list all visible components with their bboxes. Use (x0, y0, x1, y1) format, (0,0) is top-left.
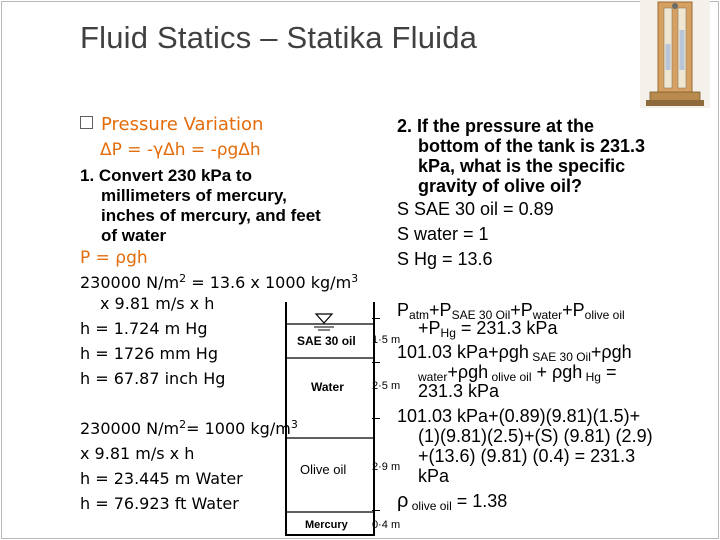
layer-label-olive-oil: Olive oil (300, 462, 347, 477)
dim-label-4: 0·4 m (372, 519, 401, 531)
h-result-1: h = 1.724 m Hg (80, 319, 208, 338)
eq4-hg-sub: Hg (582, 370, 601, 384)
slide-title: Fluid Statics – Statika Fluida (80, 20, 478, 55)
manometer-photo (640, 0, 710, 108)
calc1-part-b: = 13.6 x 1000 kg/m (186, 273, 352, 292)
rho-gh-line1 (397, 342, 632, 363)
q1-line4: of water (101, 226, 167, 245)
numeric-line1: 101.03 kPa+(0.89)(9.81)(1.5)+ (397, 406, 641, 426)
calc1-part-a: 230000 N/m (80, 273, 180, 292)
layer-label-water: Water (311, 380, 344, 394)
eq4-b: + ρgh (531, 362, 583, 382)
eq2-plus: +P (418, 318, 441, 338)
dim-label-3: 2·9 m (372, 461, 401, 473)
calc1-sup1: 2 (179, 272, 187, 285)
eq-atm-sub: atm (409, 308, 430, 322)
calc1-line1 (80, 273, 358, 292)
eq3-b: +ρgh (590, 342, 632, 362)
calc2-sup1: 2 (179, 418, 187, 431)
q1-line3: inches of mercury, and feet (101, 206, 321, 225)
free-surface-triangle-icon (316, 314, 332, 323)
eq-plus1: +P (429, 300, 452, 320)
dim-tick-2 (372, 362, 380, 363)
calc1-sup2: 3 (351, 272, 359, 285)
calc2-line2: x 9.81 m/s x h (80, 444, 195, 463)
bullet-row (80, 114, 263, 135)
q2-line1: 2. If the pressure at the (397, 116, 595, 136)
eq-plus3: +P (562, 300, 585, 320)
eq-olive-sub: olive oil (584, 308, 625, 322)
layer-label-mercury: Mercury (305, 519, 348, 531)
eq-water-sub: water (532, 308, 563, 322)
h-result-3: h = 67.87 inch Hg (80, 369, 226, 388)
s-sae-oil: S SAE 30 oil = 0.89 (397, 199, 554, 219)
res-sub: olive oil (408, 499, 452, 513)
eq4-water-sub: water (418, 370, 448, 384)
eq-p: P (397, 300, 410, 320)
eq2-hg-sub: Hg (440, 326, 456, 340)
dim-label-1: 1·5 m (372, 334, 401, 346)
q1-line1: 1. Convert 230 kPa to (80, 166, 252, 185)
eq4-a: +ρgh (447, 362, 489, 382)
eq-plus2: +P (510, 300, 533, 320)
h-result-4: h = 23.445 m Water (80, 469, 243, 488)
calc2-part-a: 230000 N/m (80, 419, 180, 438)
q1-line2: millimeters of mercury, (101, 186, 287, 205)
pressure-formula: ΔP = -γΔh = -ρgΔh (100, 140, 261, 160)
layer-label-sae-oil: SAE 30 oil (297, 334, 356, 348)
calc2-line1 (80, 419, 298, 438)
dim-tick-1 (372, 318, 380, 319)
pressure-sum-line2 (418, 318, 557, 339)
res-rho: ρ (397, 490, 409, 512)
q2-line2: bottom of the tank is 231.3 (418, 136, 646, 156)
res-val: = 1.38 (451, 491, 508, 511)
numeric-line3: +(13.6) (9.81) (0.4) = 231.3 (418, 446, 636, 466)
numeric-line2: (1)(9.81)(2.5)+(S) (9.81) (2.9) (418, 426, 653, 446)
h-result-2: h = 1726 mm Hg (80, 344, 218, 363)
eq-sae-sub: SAE 30 Oil (451, 308, 511, 322)
h-result-5: h = 76.923 ft Water (80, 494, 239, 513)
eq3-sae-sub: SAE 30 Oil (528, 350, 591, 364)
rho-gh-line2 (418, 362, 616, 383)
calc2-sup2: 3 (290, 418, 298, 431)
hollow-square-bullet-icon (80, 116, 93, 129)
dim-tick-3 (372, 418, 380, 419)
q2-line3: kPa, what is the specific (418, 156, 626, 176)
eq3-a: 101.03 kPa+ρgh (397, 342, 529, 362)
s-water: S water = 1 (397, 224, 489, 244)
numeric-line4: kPa (418, 466, 450, 486)
dim-label-2: 2·5 m (372, 380, 401, 392)
dim-tick-4 (372, 510, 380, 511)
rho-gh-line3: 231.3 kPa (418, 381, 500, 401)
calc1-line2: x 9.81 m/s x h (100, 294, 215, 313)
s-mercury: S Hg = 13.6 (397, 249, 493, 269)
eq4-c: = (600, 362, 617, 382)
p-equation: P = ρgh (80, 248, 148, 268)
eq4-olive-sub: olive oil (488, 370, 532, 384)
q2-line4: gravity of olive oil? (418, 176, 583, 196)
result-rho-olive-oil (397, 490, 507, 513)
calc2-part-b: = 1000 kg/m (186, 419, 291, 438)
eq2-rest: = 231.3 kPa (455, 318, 558, 338)
bullet-heading: Pressure Variation (101, 114, 264, 135)
